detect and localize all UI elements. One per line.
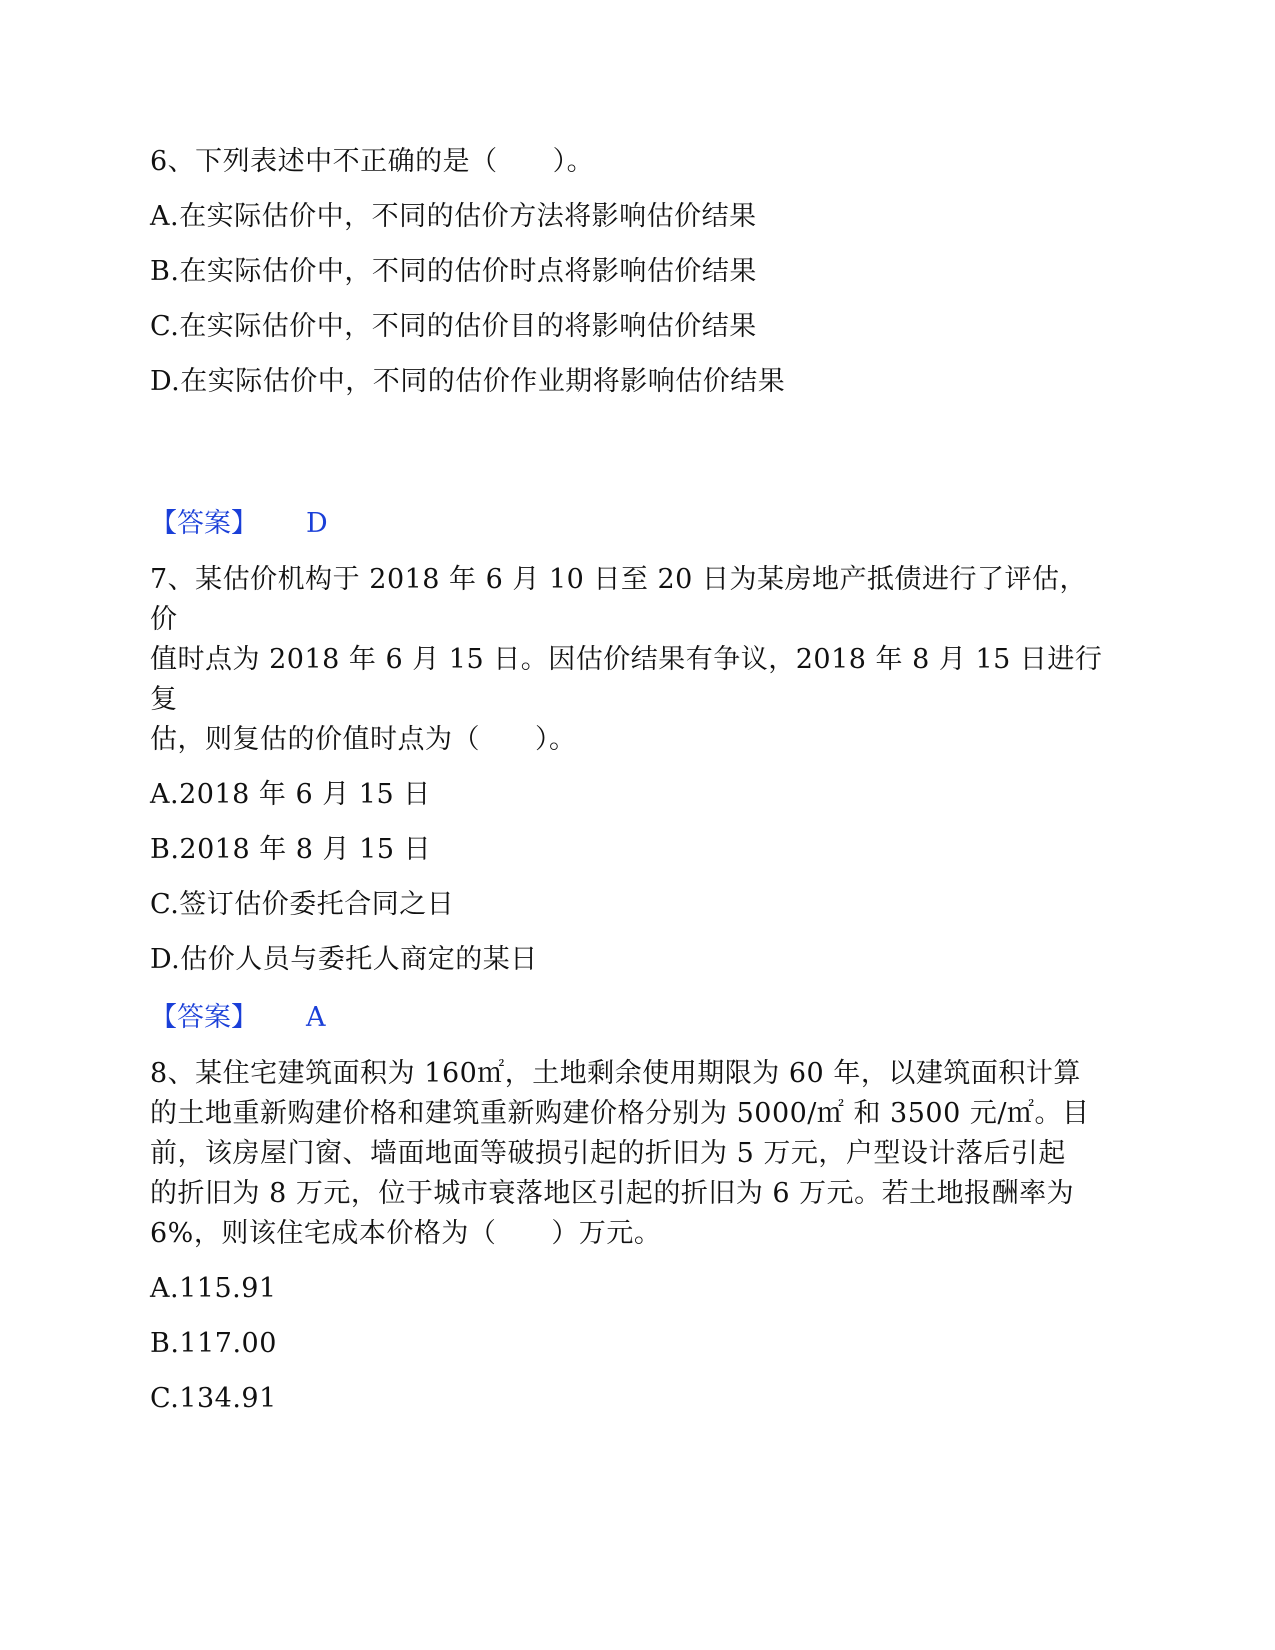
answer-label: 【答案】 <box>150 508 258 539</box>
option-c: C.134.91 <box>150 1383 277 1414</box>
option-c: C.签订估价委托合同之日 <box>150 889 455 920</box>
question-stem-line: 的折旧为 8 万元，位于城市衰落地区引起的折旧为 6 万元。若土地报酬率为 <box>150 1178 1075 1209</box>
option-d: D.在实际估价中，不同的估价作业期将影响估价结果 <box>150 366 786 397</box>
answer-label: 【答案】 <box>150 1002 258 1033</box>
answer-7 <box>150 998 326 1038</box>
option-a: A.115.91 <box>150 1273 277 1304</box>
answer-6 <box>150 504 328 544</box>
option-a: A.2018 年 6 月 15 日 <box>150 779 431 810</box>
option-c: C.在实际估价中，不同的估价目的将影响估价结果 <box>150 311 757 342</box>
question-stem-line: 6%，则该住宅成本价格为（ ）万元。 <box>150 1218 662 1249</box>
question-stem: 6、下列表述中不正确的是（ ）。 <box>150 146 595 177</box>
option-b: B.在实际估价中，不同的估价时点将影响估价结果 <box>150 256 757 287</box>
option-b: B.2018 年 8 月 15 日 <box>150 834 432 865</box>
question-stem-line: 的土地重新购建价格和建筑重新购建价格分别为 5000/㎡ 和 3500 元/㎡。目 <box>150 1098 1090 1129</box>
question-stem-line: 8、某住宅建筑面积为 160㎡，土地剩余使用期限为 60 年，以建筑面积计算 <box>150 1058 1081 1089</box>
option-b: B.117.00 <box>150 1328 277 1359</box>
answer-value: A <box>306 1002 326 1033</box>
question-6 <box>150 142 1110 402</box>
question-8 <box>150 1054 1110 1419</box>
question-7 <box>150 560 1110 980</box>
question-stem-line: 前，该房屋门窗、墙面地面等破损引起的折旧为 5 万元，户型设计落后引起 <box>150 1138 1066 1169</box>
question-stem-line: 值时点为 2018 年 6 月 15 日。因估价结果有争议，2018 年 8 月 15 日进行复 <box>150 644 1103 715</box>
question-stem-line: 估，则复估的价值时点为（ ）。 <box>150 724 577 755</box>
option-a: A.在实际估价中，不同的估价方法将影响估价结果 <box>150 201 757 232</box>
answer-value: D <box>306 508 328 539</box>
question-stem-line: 7、某估价机构于 2018 年 6 月 10 日至 20 日为某房地产抵债进行了评估，价 <box>150 564 1087 635</box>
option-d: D.估价人员与委托人商定的某日 <box>150 944 538 975</box>
